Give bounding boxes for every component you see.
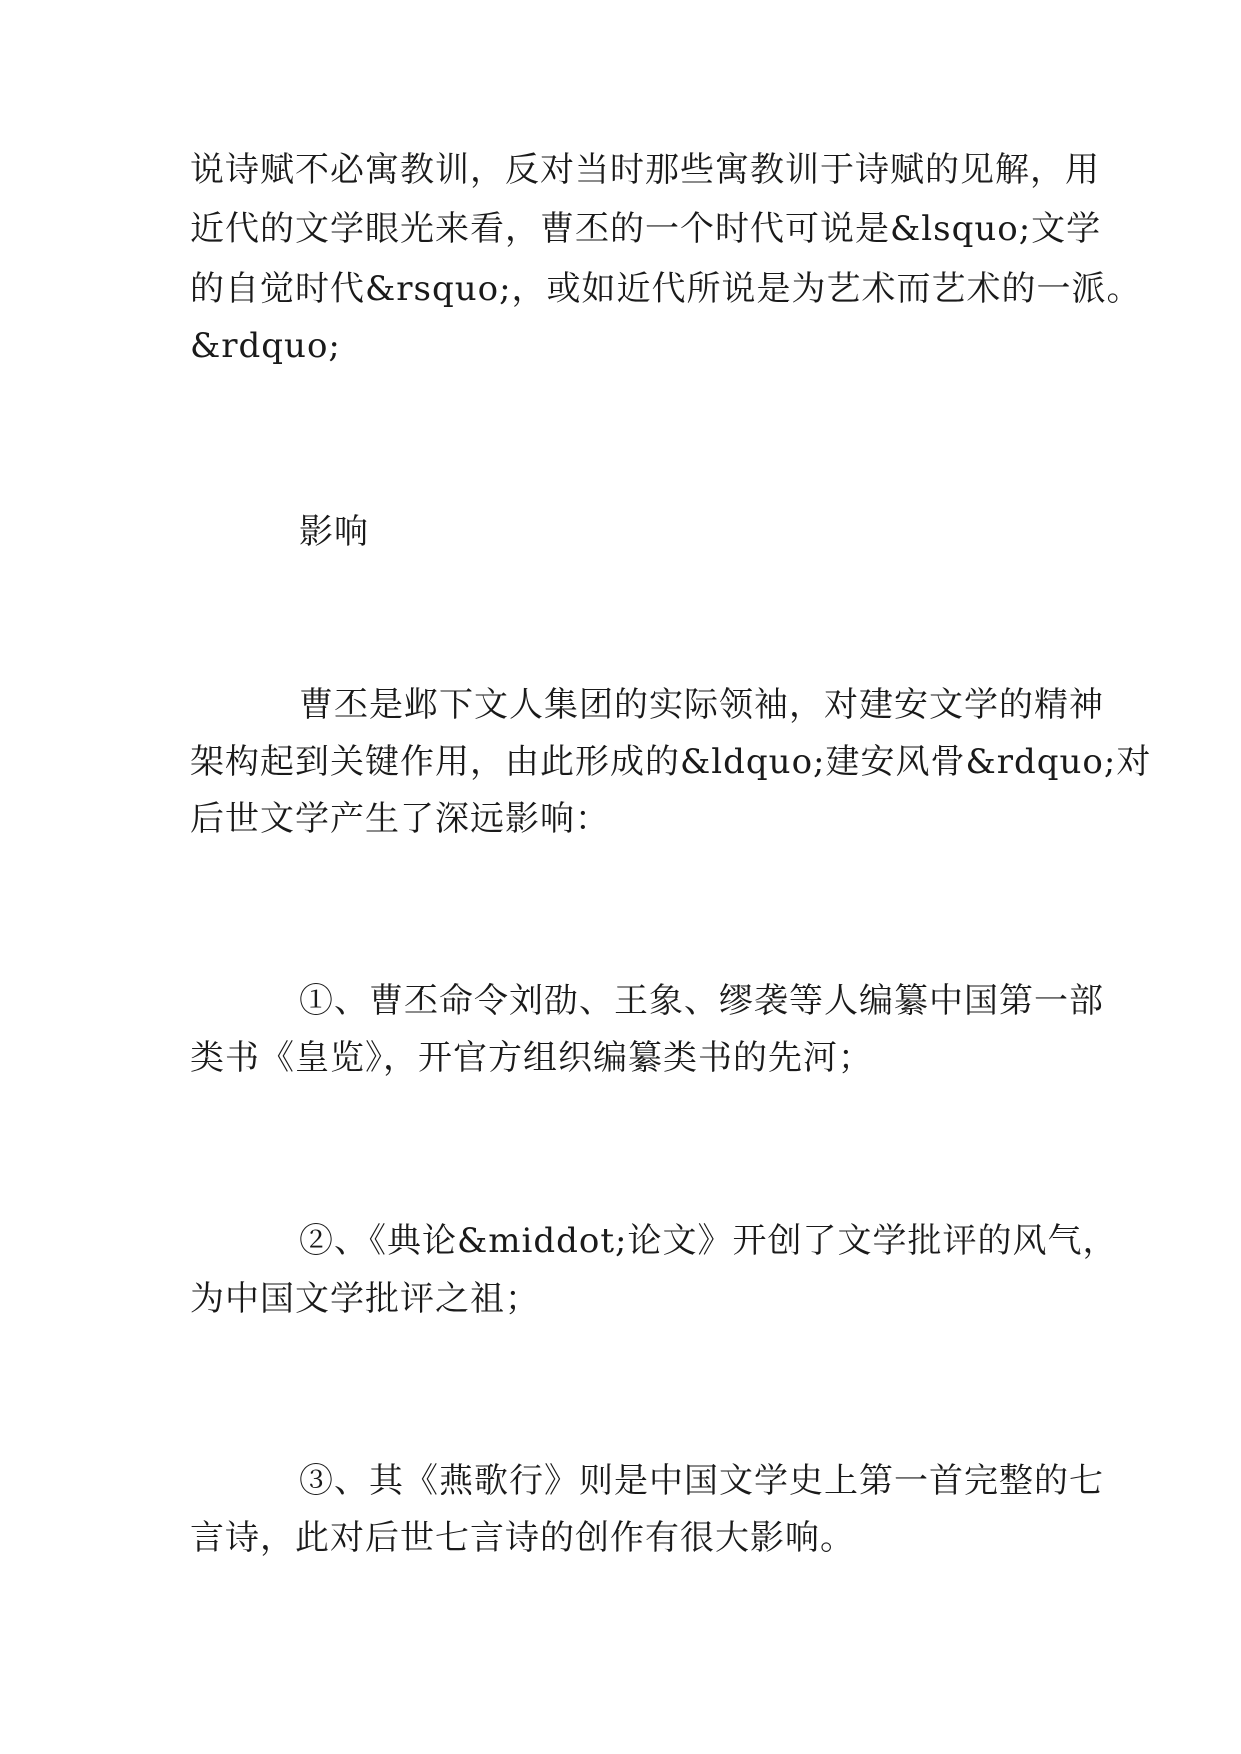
list-item-line: ②、《典论&middot;论文》开创了文学批评的风气， <box>299 1221 1118 1261</box>
list-item-line: 言诗，此对后世七言诗的创作有很大影响。 <box>190 1518 855 1558</box>
list-item-line: 为中国文学批评之祖； <box>190 1279 540 1319</box>
paragraph-line: 架构起到关键作用，由此形成的&ldquo;建安风骨&rdquo;对 <box>190 742 1152 782</box>
paragraph-line: 近代的文学眼光来看，曹丕的一个时代可说是&lsquo;文学 <box>190 209 1102 249</box>
list-item-line: ③、其《燕歌行》则是中国文学史上第一首完整的七 <box>299 1461 1104 1501</box>
paragraph-line: 说诗赋不必寓教训，反对当时那些寓教训于诗赋的见解，用 <box>190 150 1100 190</box>
list-item-line: 类书《皇览》，开官方组织编纂类书的先河； <box>190 1038 873 1078</box>
list-item-line: ①、曹丕命令刘劭、王象、缪袭等人编纂中国第一部 <box>299 981 1104 1021</box>
paragraph-line: 的自觉时代&rsquo;，或如近代所说是为艺术而艺术的一派。 <box>190 269 1142 309</box>
paragraph-line: 曹丕是邺下文人集团的实际领袖，对建安文学的精神 <box>299 685 1104 725</box>
section-heading: 影响 <box>299 512 369 552</box>
paragraph-line: &rdquo; <box>190 326 341 366</box>
paragraph-line: 后世文学产生了深远影响： <box>190 799 610 839</box>
